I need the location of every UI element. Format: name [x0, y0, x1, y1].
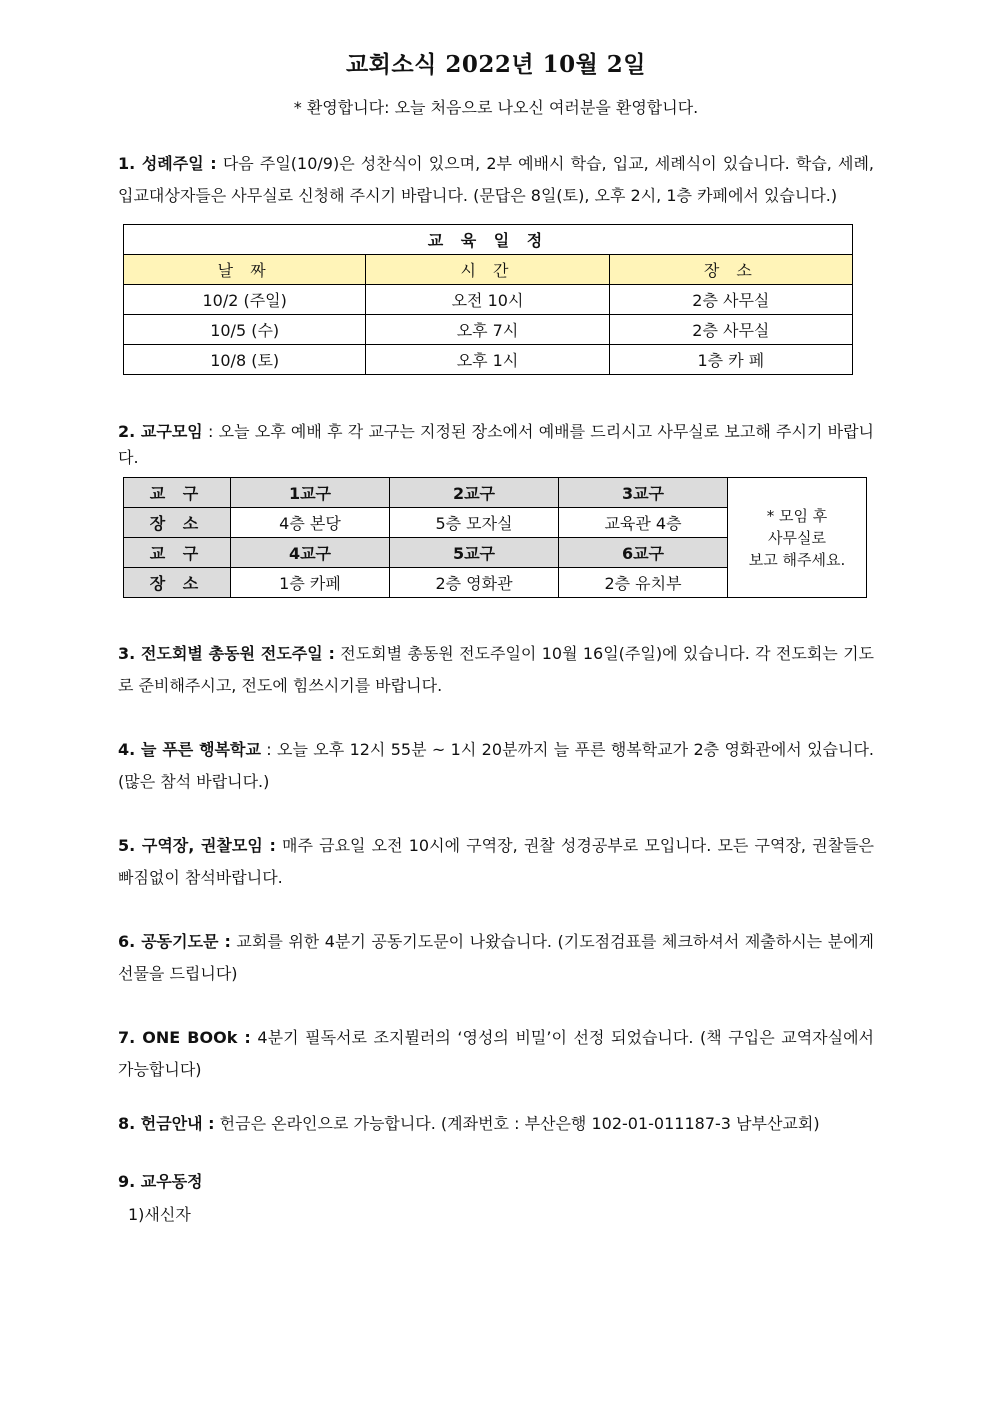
district-name: 1교구 [231, 478, 390, 508]
bulletin-page [118, 40, 874, 1225]
item-body: : 오늘 오후 12시 55분 ~ 1시 20분까지 늘 푸른 행복학교가 2층 영화관에서 있습니다. (많은 참석 바랍니다.) [118, 740, 874, 791]
note-line: 사무실로 [768, 528, 826, 547]
table-cell: 2층 사무실 [609, 315, 852, 345]
row-label: 장 소 [124, 568, 231, 598]
welcome-text: * 환영합니다: 오늘 처음으로 나오신 여러분을 환영합니다. [293, 98, 699, 117]
item-body: 교회를 위한 4분기 공동기도문이 나왔습니다. (기도점검표를 체크하셔서 제출하시는 분에게 선물을 드립니다) [118, 932, 874, 983]
item-6 [118, 926, 874, 990]
item-body: 다음 주일(10/9)은 성찬식이 있으며, 2부 예배시 학습, 입교, 세례식이 있습니다. 학습, 세례, 입교대상자들은 사무실로 신청해 주시기 바랍니다. (문답은 8일(토), 오후 2시, 1층 카페에서 있습니다.) [118, 154, 875, 205]
column-header-time: 시 간 [366, 255, 609, 285]
table-cell: 10/5 (수) [124, 315, 366, 345]
note-line: * 모임 후 [766, 506, 828, 525]
sub-item-newcomers: 1)새신자 [128, 1205, 191, 1224]
table-cell: 오후 7시 [366, 315, 609, 345]
district-place: 4층 본당 [231, 508, 390, 538]
row-label: 교 구 [124, 478, 231, 508]
item-8 [118, 1108, 874, 1140]
item-body: 4분기 필독서로 조지뮐러의 ‘영성의 비밀’이 선정 되었습니다. (책 구입은 교역자실에서 가능합니다) [118, 1028, 875, 1079]
item-3 [118, 638, 874, 702]
item-heading: 8. 헌금안내 : [118, 1114, 215, 1133]
item-heading: 9. 교우동정 [118, 1172, 203, 1191]
column-header-date: 날 짜 [124, 255, 366, 285]
item-7 [118, 1022, 874, 1086]
district-name: 4교구 [231, 538, 390, 568]
district-place: 5층 모자실 [390, 508, 559, 538]
table-cell: 오전 10시 [366, 285, 609, 315]
table-caption: 교 육 일 정 [124, 225, 853, 255]
district-name: 2교구 [390, 478, 559, 508]
item-heading: 6. 공동기도문 : [118, 932, 231, 951]
item-heading: 3. 전도회별 총동원 전도주일 : [118, 644, 335, 663]
item-heading: 5. 구역장, 권찰모임 : [118, 836, 276, 855]
district-place: 2층 영화관 [390, 568, 559, 598]
table-row [124, 285, 853, 315]
item-body: 헌금은 온라인으로 가능합니다. (계좌번호 : 부산은행 102-01-011187-3 남부산교회) [214, 1114, 820, 1133]
note-line: 보고 해주세요. [748, 550, 846, 569]
item-4 [118, 734, 874, 798]
table-cell: 2층 사무실 [609, 285, 852, 315]
education-schedule-table [123, 224, 853, 375]
table-cell: 1층 카 페 [609, 345, 852, 375]
district-name: 6교구 [559, 538, 728, 568]
row-label: 교 구 [124, 538, 231, 568]
district-place: 2층 유치부 [559, 568, 728, 598]
page-title: 교회소식 2022년 10월 2일 [345, 51, 647, 78]
item-body: 매주 금요일 오전 10시에 구역장, 권찰 성경공부로 모입니다. 모든 구역장, 권찰들은 빠짐없이 참석바랍니다. [118, 836, 874, 887]
item-1 [118, 148, 874, 212]
district-place: 교육관 4층 [559, 508, 728, 538]
district-meeting-table [123, 477, 867, 598]
report-note [728, 478, 867, 598]
table-row [124, 345, 853, 375]
item-2 [118, 419, 874, 471]
item-heading: 2. 교구모임 [118, 422, 203, 441]
district-place: 1층 카페 [231, 568, 390, 598]
item-5 [118, 830, 874, 894]
table-cell: 10/8 (토) [124, 345, 366, 375]
item-heading: 7. ONE BOOk : [118, 1028, 251, 1047]
item-heading: 1. 성례주일 : [118, 154, 217, 173]
table-cell: 10/2 (주일) [124, 285, 366, 315]
table-row [124, 315, 853, 345]
item-9 [118, 1166, 874, 1198]
district-name: 3교구 [559, 478, 728, 508]
row-label: 장 소 [124, 508, 231, 538]
item-heading: 4. 늘 푸른 행복학교 [118, 740, 261, 759]
district-name: 5교구 [390, 538, 559, 568]
table-cell: 오후 1시 [366, 345, 609, 375]
item-body: : 오늘 오후 예배 후 각 교구는 지정된 장소에서 예배를 드리시고 사무실로 보고해 주시기 바랍니다. [118, 422, 875, 467]
column-header-place: 장 소 [609, 255, 852, 285]
item-body: 전도회별 총동원 전도주일이 10월 16일(주일)에 있습니다. 각 전도회는 기도로 준비해주시고, 전도에 힘쓰시기를 바랍니다. [118, 644, 874, 695]
